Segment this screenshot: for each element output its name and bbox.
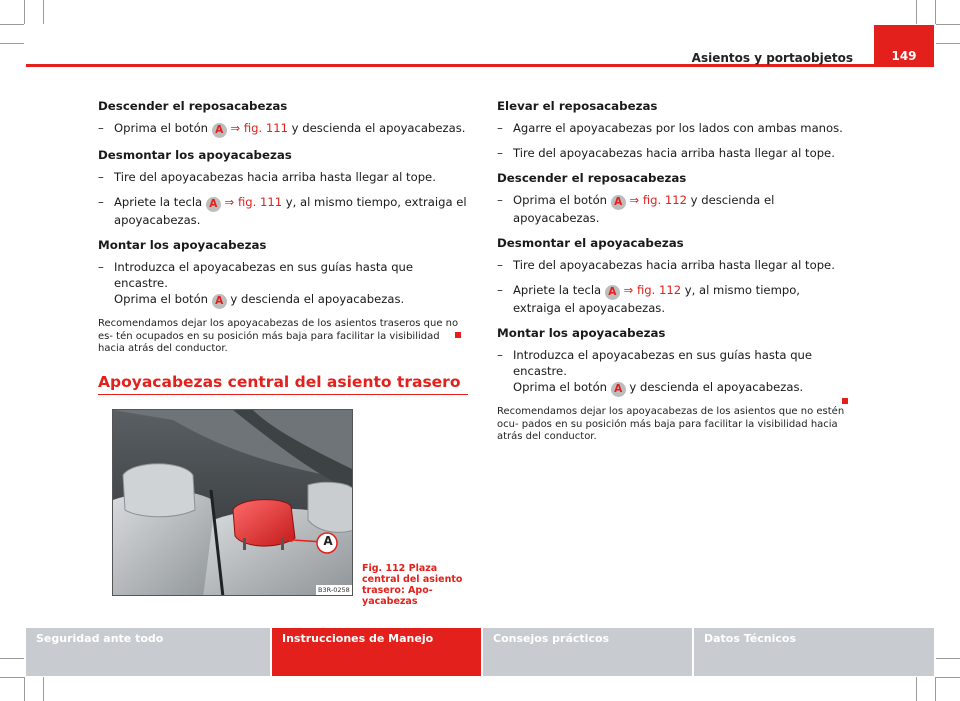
callout-a-badge: A xyxy=(611,195,626,210)
step-text: y, al mismo tiempo, extraiga el apoyacabezas. xyxy=(513,283,800,315)
subheading: Desmontar el apoyacabezas xyxy=(497,236,684,250)
crop-mark xyxy=(0,24,24,25)
crop-mark xyxy=(936,658,960,659)
step-text: Oprima el botón xyxy=(513,193,608,207)
step-text: y descienda el apoyacabezas. xyxy=(226,292,405,306)
step-text: Agarre el apoyacabezas por los lados con ambas manos. xyxy=(513,121,843,135)
instruction-step xyxy=(98,194,468,228)
subheading: Descender el reposacabezas xyxy=(497,171,687,185)
figure-code: B3R-0258 xyxy=(318,586,350,594)
step-text: Oprima el botón xyxy=(114,292,209,306)
figure-link[interactable]: ⇒ fig. 112 xyxy=(629,193,687,207)
step-text: Introduzca el apoyacabezas en sus guías hasta que encastre. xyxy=(513,348,813,378)
step-text: y descienda el apoyacabezas. xyxy=(287,121,466,135)
dash: – xyxy=(497,121,503,135)
step-text: y, al mismo tiempo, extraiga el apoyacabezas. xyxy=(114,195,467,227)
instruction-step xyxy=(98,169,468,185)
crop-mark xyxy=(43,677,44,701)
callout-a-badge: A xyxy=(611,382,626,397)
crop-mark xyxy=(0,677,24,678)
crop-mark xyxy=(0,658,24,659)
subheading: Montar los apoyacabezas xyxy=(497,326,666,340)
footer-tab-instrucciones[interactable]: Instrucciones de Manejo xyxy=(272,628,481,676)
dash: – xyxy=(98,260,104,274)
dash: – xyxy=(497,283,503,297)
instruction-step xyxy=(497,120,847,136)
dash: – xyxy=(497,146,503,160)
dash: – xyxy=(497,258,503,272)
step-text: Tire del apoyacabezas hacia arriba hasta llegar al tope. xyxy=(513,258,835,272)
crop-mark xyxy=(43,0,44,24)
crop-mark xyxy=(936,677,960,678)
subheading: Montar los apoyacabezas xyxy=(98,238,267,252)
figure-link[interactable]: ⇒ fig. 111 xyxy=(224,195,283,209)
crop-mark xyxy=(916,0,917,24)
step-text: Apriete la tecla xyxy=(513,283,602,297)
car-interior-illustration xyxy=(113,410,353,596)
crop-mark xyxy=(936,43,960,44)
section-title: Apoyacabezas central del asiento trasero xyxy=(98,373,461,391)
crop-mark xyxy=(916,677,917,701)
page-number-box xyxy=(874,25,934,67)
crop-mark xyxy=(935,677,936,701)
step-text: Tire del apoyacabezas hacia arriba hasta llegar al tope. xyxy=(513,146,835,160)
subheading: Elevar el reposacabezas xyxy=(497,99,658,113)
crop-mark xyxy=(935,0,936,24)
instruction-step xyxy=(497,145,847,161)
subheading: Desmontar los apoyacabezas xyxy=(98,148,292,162)
step-text: Oprima el botón xyxy=(513,380,608,394)
left-column xyxy=(98,98,468,356)
step-text: Apriete la tecla xyxy=(114,195,203,209)
dash: – xyxy=(98,170,104,184)
instruction-step xyxy=(497,347,847,397)
instruction-step xyxy=(497,282,847,316)
crop-mark xyxy=(0,43,24,44)
crop-mark xyxy=(936,24,960,25)
section-rule xyxy=(98,394,468,395)
crop-mark xyxy=(24,677,25,701)
callout-a-badge: A xyxy=(605,285,620,300)
figure-callout-label: A xyxy=(323,534,333,548)
figure-caption: Fig. 112 Plaza central del asiento trasero: Apo- yacabezas xyxy=(362,563,463,607)
step-text: Oprima el botón xyxy=(114,121,209,135)
instruction-step xyxy=(497,257,847,273)
step-text: Tire del apoyacabezas hacia arriba hasta llegar al tope. xyxy=(114,170,436,184)
figure-link[interactable]: ⇒ fig. 111 xyxy=(230,121,288,135)
subheading: Descender el reposacabezas xyxy=(98,99,288,113)
crop-mark xyxy=(24,0,25,24)
instruction-step xyxy=(497,192,847,226)
instruction-step xyxy=(98,120,468,138)
dash: – xyxy=(98,121,104,135)
end-mark xyxy=(455,332,461,338)
dash: – xyxy=(98,195,104,209)
footer-tab-seguridad[interactable]: Seguridad ante todo xyxy=(26,628,270,676)
instruction-step xyxy=(98,259,468,309)
footer-tab-consejos[interactable]: Consejos prácticos xyxy=(483,628,692,676)
figure-headrest-image xyxy=(112,409,353,596)
callout-a-badge: A xyxy=(212,123,227,138)
step-text: Introduzca el apoyacabezas en sus guías hasta que encastre. xyxy=(114,260,414,290)
footer-tab-datos[interactable]: Datos Técnicos xyxy=(694,628,934,676)
dash: – xyxy=(497,193,503,207)
dash: – xyxy=(497,348,503,362)
note-text: Recomendamos dejar los apoyacabezas de los asientos que no estén ocu- pados en su posición más baja para facilitar la visibilidad hacia atrás del conductor. xyxy=(497,406,845,442)
callout-a-badge: A xyxy=(212,294,227,309)
page-number: 149 xyxy=(891,49,917,63)
note-text: Recomendamos dejar los apoyacabezas de los asientos traseros que no es- tén ocupados en su posición más baja para facilitar la visibilidad hacia atrás del conductor. xyxy=(98,318,459,354)
callout-a-badge: A xyxy=(206,197,221,212)
step-text: y descienda el apoyacabezas. xyxy=(625,380,804,394)
figure-link[interactable]: ⇒ fig. 112 xyxy=(623,283,682,297)
end-mark xyxy=(842,398,848,404)
step-text: y descienda el apoyacabezas. xyxy=(513,193,775,225)
right-column xyxy=(497,98,847,444)
chapter-title: Asientos y portaobjetos xyxy=(691,51,853,65)
